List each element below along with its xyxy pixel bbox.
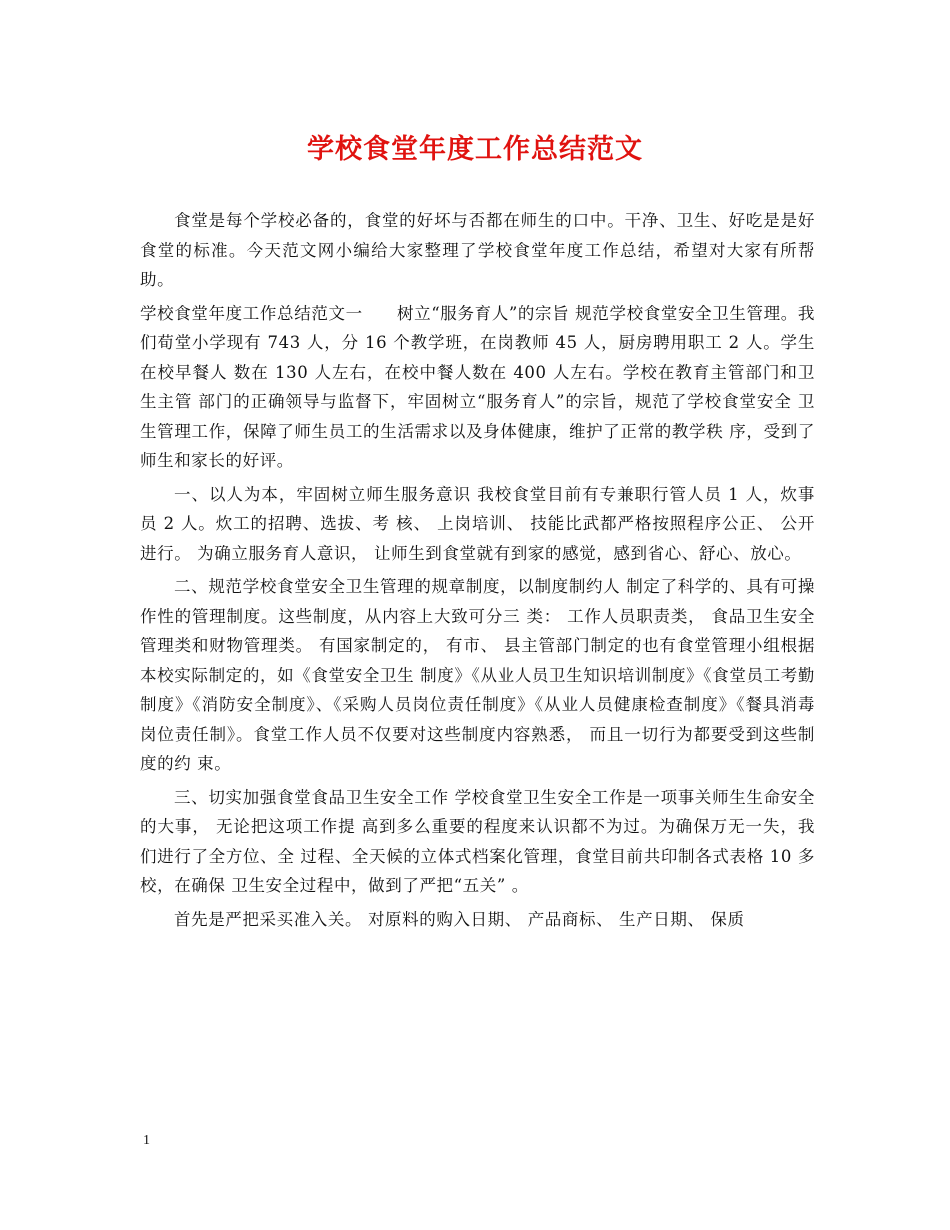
- paragraph-point-two: 二、规范学校食堂安全卫生管理的规章制度，以制度制约人 制定了科学的、具有可操作性的管理制度。这些制度，从内容上大致可分三 类： 工作人员职责类， 食品卫生安全管理类和财物管理类。 有国家制定的， 有市、 县主管部门制定的也有食堂管理小组根据本校实际制定的，如《食堂安全卫生 制度》《从业人员卫生知识培训制度》《食堂员工考勤制度》《消防安全制度》、《采购人员岗位责任制度》《从业人员健康检查制度》《餐具消毒岗位责任制》。食堂工作人员不仅要对这些制度内容熟悉， 而且一切行为都要受到这些制度的约 束。: [140, 577, 815, 773]
- paragraph-first-gate: 首先是严把采买准入关。 对原料的购入日期、 产品商标、 生产日期、 保质: [174, 909, 745, 929]
- paragraph-section-one-heading: 学校食堂年度工作总结范文一 树立“服务育人”的宗旨 规范学校食堂安全卫生管理。我们荀堂小学现有 743 人，分 16 个教学班，在岗教师 45 人，厨房聘用职工 2 人。学生在校早餐人 数在 130 人左右，在校中餐人数在 400 人左右。学校在教育主管部门和卫生主管 部门的正确领导与监督下，牢固树立“服务育人”的宗旨，规范了学校食堂安全 卫生管理工作，保障了师生员工的生活需求以及身体健康，维护了正常的教学秩 序，受到了师生和家长的好评。: [140, 303, 815, 470]
- document-body: [140, 206, 815, 938]
- paragraph-intro: 食堂是每个学校必备的，食堂的好坏与否都在师生的口中。干净、卫生、好吃是是好食堂的标准。今天范文网小编给大家整理了学校食堂年度工作总结，希望对大家有所帮助。: [140, 211, 815, 289]
- page-title: 学校食堂年度工作总结范文: [307, 134, 643, 165]
- paragraph-point-three: 三、切实加强食堂食品卫生安全工作 学校食堂卫生安全工作是一项事关师生生命安全的大事， 无论把这项工作提 高到多么重要的程度来认识都不为过。为确保万无一失，我们进行了全方位、全 过程、全天候的立体式档案化管理，食堂目前共印制各式表格 10 多校，在确保 卫生安全过程中，做到了严把“五关” 。: [140, 787, 815, 895]
- page-number: 1: [143, 1133, 150, 1148]
- paragraph-point-one: 一、以人为本，牢固树立师生服务意识 我校食堂目前有专兼职行管人员 1 人，炊事员 2 人。炊工的招聘、选拔、考 核、 上岗培训、 技能比武都严格按照程序公正、 公开进行。 为确立服务育人意识， 让师生到食堂就有到家的感觉，感到省心、舒心、放心。: [140, 484, 815, 563]
